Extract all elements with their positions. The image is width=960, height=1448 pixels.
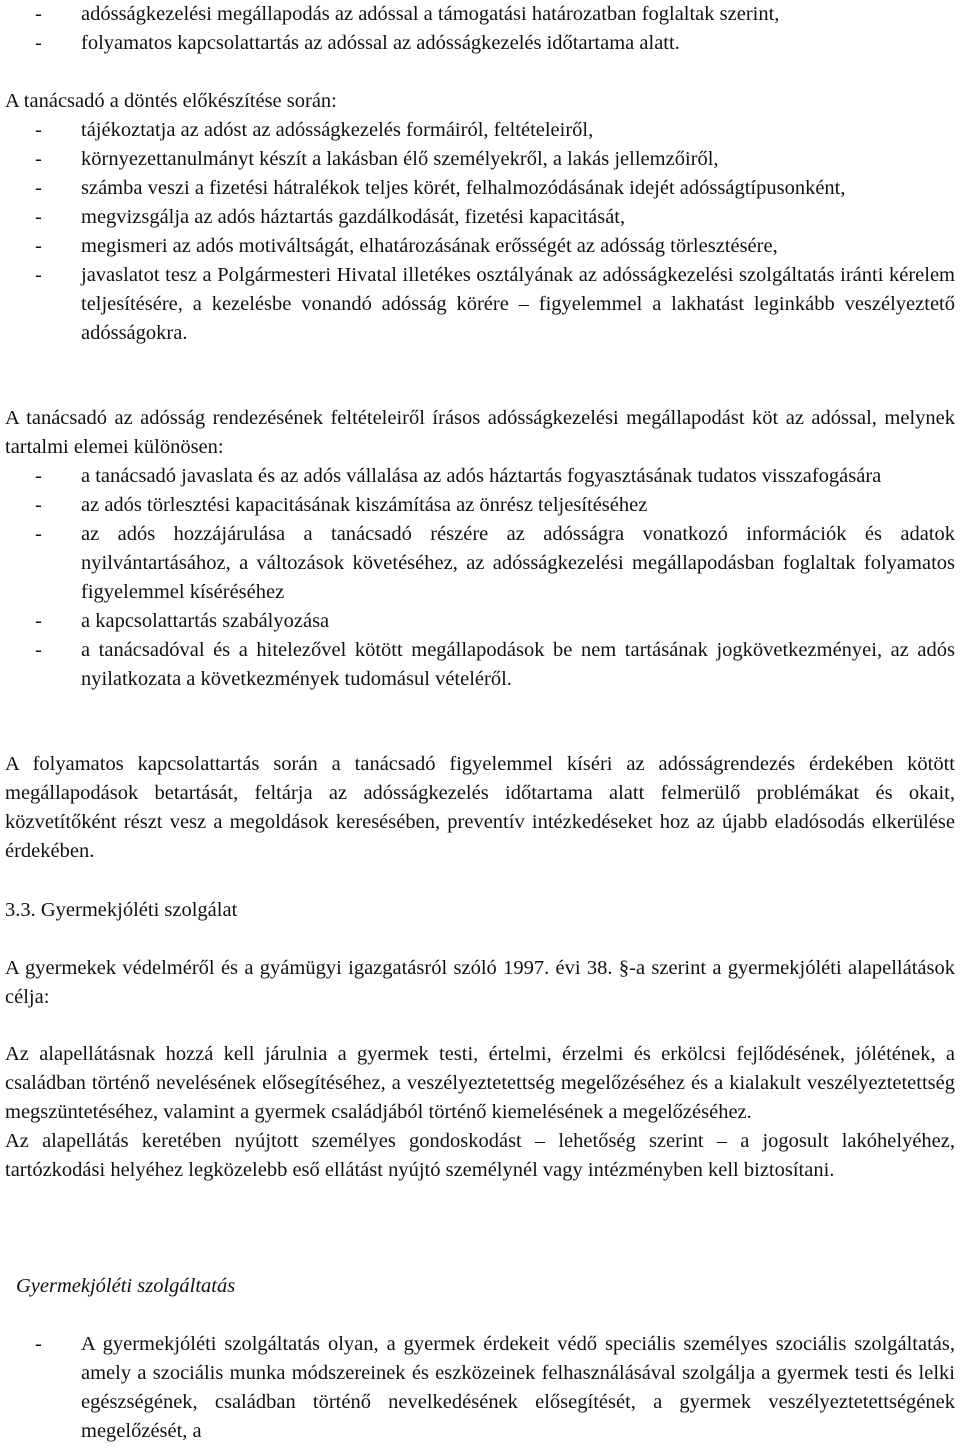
list-item-text: tájékoztatja az adóst az adósságkezelés formáiról, feltételeiről, <box>81 119 594 141</box>
list-item-text: környezettanulmányt készít a lakásban élő személyekről, a lakás jellemzőiről, <box>81 148 719 170</box>
list-item-text: adósságkezelési megállapodás az adóssal a támogatási határozatban foglaltak szerint, <box>81 3 780 25</box>
subsection-heading <box>16 1272 955 1301</box>
list-item <box>5 232 955 261</box>
list-item-text: a kapcsolattartás szabályozása <box>81 610 330 632</box>
list-item-text: megvizsgálja az adós háztartás gazdálkodását, fizetési kapacitását, <box>81 206 626 228</box>
list-bullet: - <box>35 494 42 516</box>
list-bullet: - <box>35 610 42 632</box>
list-item <box>5 462 955 491</box>
list-item-text: A gyermekjóléti szolgáltatás olyan, a gyermek érdekeit védő speciális személyes szociális szolgáltatás, amely a szociális munka módszereinek és eszközeinek felhasználásával szolgálja a gyermek testi és lelki egészségének, családban történő nevelkedésének elősegítését, a gyermek veszélyeztetettségének megelőzését, a <box>81 1333 955 1442</box>
list-item-text: javaslatot tesz a Polgármesteri Hivatal illetékes osztályának az adósságkezelési szolgáltatás iránti kérelem teljesítésére, a kezelésbe vonandó adósság körére – figyelemmel a lakhatást leginkább veszélyeztető adósságokra. <box>81 264 955 344</box>
list-item <box>5 636 955 694</box>
section-agreement <box>5 404 955 694</box>
section-followup <box>5 750 955 866</box>
list-bullet: - <box>35 523 42 545</box>
paragraph-law: A gyermekek védelméről és a gyámügyi igazgatásról szóló 1997. évi 38. §-a szerint a gyermekjóléti alapellátások célja: <box>5 957 955 1008</box>
list-bullet: - <box>35 465 42 487</box>
list-item <box>5 116 955 145</box>
list-item-text: a tanácsadó javaslata és az adós vállalása az adós háztartás fogyasztásának tudatos visszafogására <box>81 465 882 487</box>
list-item-text: az adós törlesztési kapacitásának kiszámítása az önrész teljesítéséhez <box>81 494 648 516</box>
list-bullet: - <box>35 1333 42 1355</box>
section-law <box>5 954 955 1012</box>
list-bullet: - <box>35 148 42 170</box>
list-bullet: - <box>35 177 42 199</box>
list-bullet: - <box>35 235 42 257</box>
list-item-text: az adós hozzájárulása a tanácsadó részére az adósságra vonatkozó információk és adatok nyilvántartásához, a változások követéséhez, az adósságkezelési megállapodásban foglaltak folyamatos figyelemmel kíséréséhez <box>81 523 955 603</box>
section-preparation <box>5 87 955 348</box>
paragraph-followup: A folyamatos kapcsolattartás során a tanácsadó figyelemmel kíséri az adósságrendezés érdekében kötött megállapodások betartását, feltárja az adósságkezelés időtartama alatt felmerülő problémákat és okait, közvetítőként részt vesz a megoldások keresésében, preventív intézkedéseket hoz az újabb eladósodás elkerülése érdekében. <box>5 753 955 862</box>
paragraph-basic-care-1: Az alapellátásnak hozzá kell járulnia a gyermek testi, értelmi, érzelmi és erkölcsi fejlődésének, jólétének, a családban történő nevelésének elősegítéséhez, a veszélyeztetettség megelőzéséhez és a kialakult veszélyeztetettség megszüntetéséhez, valamint a gyermek családjából történő kiemelésének a megelőzéséhez. <box>5 1043 955 1123</box>
paragraph-agreement-intro: A tanácsadó az adósság rendezésének feltételeiről írásos adósságkezelési megállapodást köt az adóssal, melynek tartalmi elemei különösen: <box>5 407 955 458</box>
list-item-text: folyamatos kapcsolattartás az adóssal az adósságkezelés időtartama alatt. <box>81 32 680 54</box>
list-item <box>5 0 955 29</box>
section-service <box>5 1330 955 1446</box>
section-basic-care <box>5 1040 955 1185</box>
list-item <box>5 520 955 607</box>
list-bullet: - <box>35 119 42 141</box>
list-item <box>5 491 955 520</box>
list-item <box>5 145 955 174</box>
list-bullet: - <box>35 3 42 25</box>
list-item <box>5 261 955 348</box>
section-heading <box>5 896 955 925</box>
list-item-text: a tanácsadóval és a hitelezővel kötött megállapodások be nem tartásának jogkövetkezményei, az adós nyilatkozata a következmények tudomásul vételéről. <box>81 639 955 690</box>
subsection-title: Gyermekjóléti szolgáltatás <box>16 1275 236 1297</box>
list-item <box>5 203 955 232</box>
paragraph-preparation-intro: A tanácsadó a döntés előkészítése során: <box>5 90 337 112</box>
list-item <box>5 29 955 58</box>
list-item <box>5 1330 955 1446</box>
list-top <box>5 0 955 58</box>
list-bullet: - <box>35 639 42 661</box>
list-bullet: - <box>35 32 42 54</box>
list-item-text: számba veszi a fizetési hátralékok teljes körét, felhalmozódásának idejét adósságtípusonként, <box>81 177 846 199</box>
list-bullet: - <box>35 206 42 228</box>
list-item <box>5 607 955 636</box>
paragraph-basic-care-2: Az alapellátás keretében nyújtott személyes gondoskodást – lehetőség szerint – a jogosult lakóhelyéhez, tartózkodási helyéhez legközelebb eső ellátást nyújtó személynél vagy intézményben kell biztosítani. <box>5 1130 955 1181</box>
list-item-text: megismeri az adós motiváltságát, elhatározásának erősségét az adósság törlesztésére, <box>81 235 778 257</box>
section-title: 3.3. Gyermekjóléti szolgálat <box>5 899 238 921</box>
list-item <box>5 174 955 203</box>
list-bullet: - <box>35 264 42 286</box>
